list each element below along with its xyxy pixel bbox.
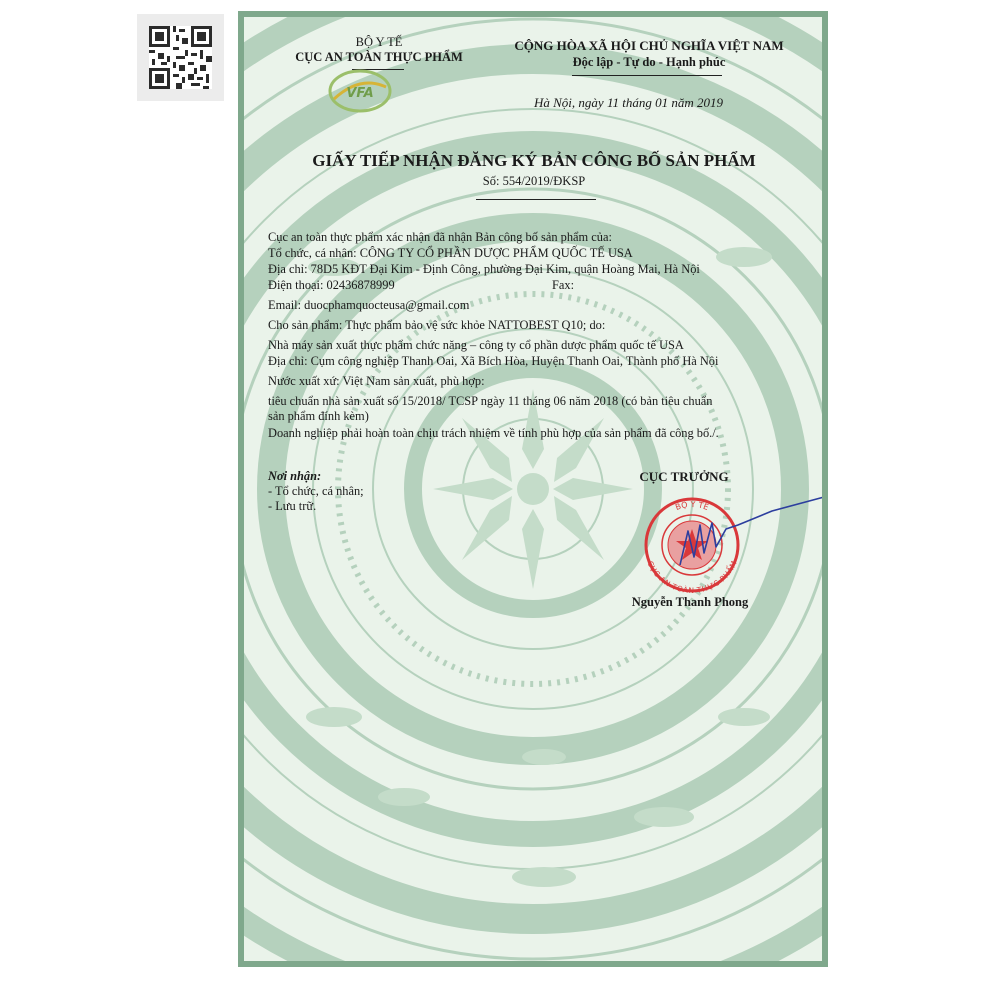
document-title: GIẤY TIẾP NHẬN ĐĂNG KÝ BẢN CÔNG BỐ SẢN PHẨM — [312, 151, 756, 170]
recipient-item: - Lưu trữ. — [268, 499, 317, 513]
republic-header — [479, 37, 819, 71]
responsibility-line: Doanh nghiệp phải hoàn toàn chịu trách nhiệm về tính phù hợp của sản phẩm đã công bố./. — [268, 426, 719, 440]
qr-code-icon — [149, 26, 212, 89]
intro-text: Cục an toàn thực phẩm xác nhận đã nhận Bản công bố sản phẩm của: — [268, 230, 612, 244]
standard-line-2: sản phẩm đính kèm) — [268, 409, 369, 423]
document-content — [244, 17, 822, 961]
issue-date: Hà Nội, ngày 11 tháng 01 năm 2019 — [534, 95, 723, 110]
factory-line: Nhà máy sản xuất thực phẩm chức năng – công ty cổ phần dược phẩm quốc tế USA — [268, 338, 684, 352]
origin-line: Nước xuất xứ: Việt Nam sản xuất, phù hợp: — [268, 374, 485, 388]
motto: Độc lập - Tự do - Hạnh phúc — [572, 55, 726, 69]
qr-code — [137, 14, 224, 101]
address-line: Địa chỉ: 78D5 KĐT Đại Kim - Định Công, phường Đại Kim, quận Hoàng Mai, Hà Nội — [268, 262, 700, 276]
ministry-header — [254, 35, 504, 65]
seal-bottom-text: CỤC AN TOÀN THỰC PHẨM — [645, 559, 739, 595]
ministry-name: BỘ Y TẾ — [355, 35, 403, 49]
recipients — [268, 469, 364, 514]
recipients-heading: Nơi nhận: — [268, 469, 322, 483]
document-number: Số: 554/2019/ĐKSP — [482, 174, 586, 188]
recipient-item: - Tổ chức, cá nhân; — [268, 484, 364, 498]
organization-line: Tổ chức, cá nhân: CÔNG TY CỔ PHẦN DƯỢC PHẨM QUỐC TẾ USA — [268, 246, 633, 260]
standard-line: tiêu chuẩn nhà sản xuất số 15/2018/ TCSP ngày 11 tháng 06 năm 2018 (có bản tiêu chuẩn — [268, 394, 713, 408]
official-seal — [642, 495, 828, 595]
factory-address-line: Địa chỉ: Cụm công nghiệp Thanh Oai, Xã Bích Hòa, Huyện Thanh Oai, Thành phố Hà Nội — [268, 354, 719, 368]
signatory-name: Nguyễn Thanh Phong — [631, 595, 749, 609]
department-name: CỤC AN TOÀN THỰC PHẨM — [295, 50, 463, 64]
divider — [572, 75, 722, 76]
signatory-title: CỤC TRƯỞNG — [639, 469, 729, 484]
seal-top-text: BỘ Y TẾ — [674, 499, 710, 513]
certificate — [238, 11, 828, 967]
phone-line: Điện thoại: 02436878999 — [268, 278, 395, 292]
logo-text: VFA — [346, 86, 374, 101]
fax-line: Fax: — [552, 278, 575, 292]
product-line: Cho sản phẩm: Thực phẩm bảo vệ sức khỏe NATTOBEST Q10; do: — [268, 318, 606, 332]
country-name: CỘNG HÒA XÃ HỘI CHỦ NGHĨA VIỆT NAM — [514, 38, 784, 53]
vfa-logo — [324, 65, 396, 117]
divider — [476, 199, 596, 200]
email-line: Email: duocphamquocteusa@gmail.com — [268, 298, 470, 312]
